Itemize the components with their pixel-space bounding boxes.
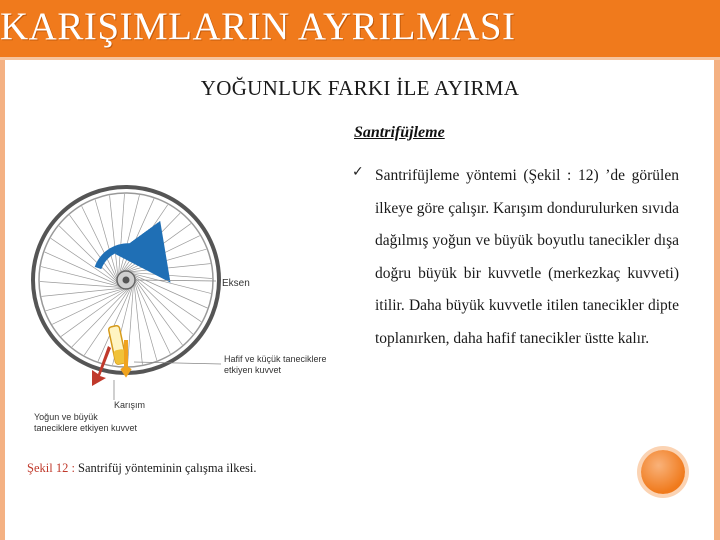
slide-title: KARIŞIMLARIN AYRILMASI — [0, 5, 516, 48]
left-frame-border — [0, 48, 5, 540]
dense-force-label: Yoğun ve büyük — [34, 412, 98, 422]
decorative-circle — [641, 450, 685, 494]
section-heading: Santrifüjleme — [354, 124, 445, 141]
dense-force-label-2: taneciklere etkiyen kuvvet — [34, 423, 138, 433]
axis-pointer-line — [136, 280, 216, 281]
wheel-spoke — [110, 196, 119, 283]
wheel-spoke — [123, 264, 210, 273]
wheel-spoke — [134, 277, 143, 364]
axis-label: Eksen — [222, 278, 250, 289]
light-force-label-2: etkiyen kuvvet — [224, 365, 282, 375]
right-frame-border — [714, 48, 720, 540]
caption-label: Şekil 12 : — [27, 461, 75, 475]
centrifuge-wheel-diagram — [26, 150, 326, 450]
wheel-hub — [117, 271, 135, 289]
slide-subtitle: YOĞUNLUK FARKI İLE AYIRMA — [200, 76, 520, 100]
wheel-spoke — [52, 286, 131, 324]
wheel-spoke — [82, 206, 120, 285]
wheel-spoke — [72, 284, 133, 347]
centrifuge-figure — [26, 150, 326, 450]
wheel-spoke — [130, 273, 193, 334]
rotation-arrow-icon — [98, 247, 154, 268]
mixture-label: Karışım — [114, 400, 146, 410]
figure-caption — [27, 461, 257, 476]
title-bar — [0, 0, 720, 60]
wheel-spoke — [59, 226, 122, 287]
wheel-spoke — [51, 238, 123, 287]
light-force-label: Hafif ve küçük taneciklere — [224, 354, 326, 364]
checkmark-icon: ✓ — [352, 164, 364, 180]
wheel-spoke — [118, 205, 167, 277]
body-paragraph: Santrifüjleme yöntemi (Şekil : 12) ’de görülen ilkeye göre çalışır. Karışım dondurulurken sıvıda dağılmış yoğun ve büyük boyutlu tanecikler dışa doğru büyük bir kuvvetle (merkezkaç kuvveti) itilir. Daha büyük kuvvetle itilen tanecikler dipte toplanırken, daha hafif tanecikler üstte kalır. — [375, 167, 679, 347]
wheel-spoke — [42, 288, 129, 297]
wheel-spoke — [121, 236, 200, 274]
wheel-spoke — [132, 275, 170, 354]
caption-text: Santrifüj yönteminin çalışma ilkesi. — [74, 461, 257, 475]
